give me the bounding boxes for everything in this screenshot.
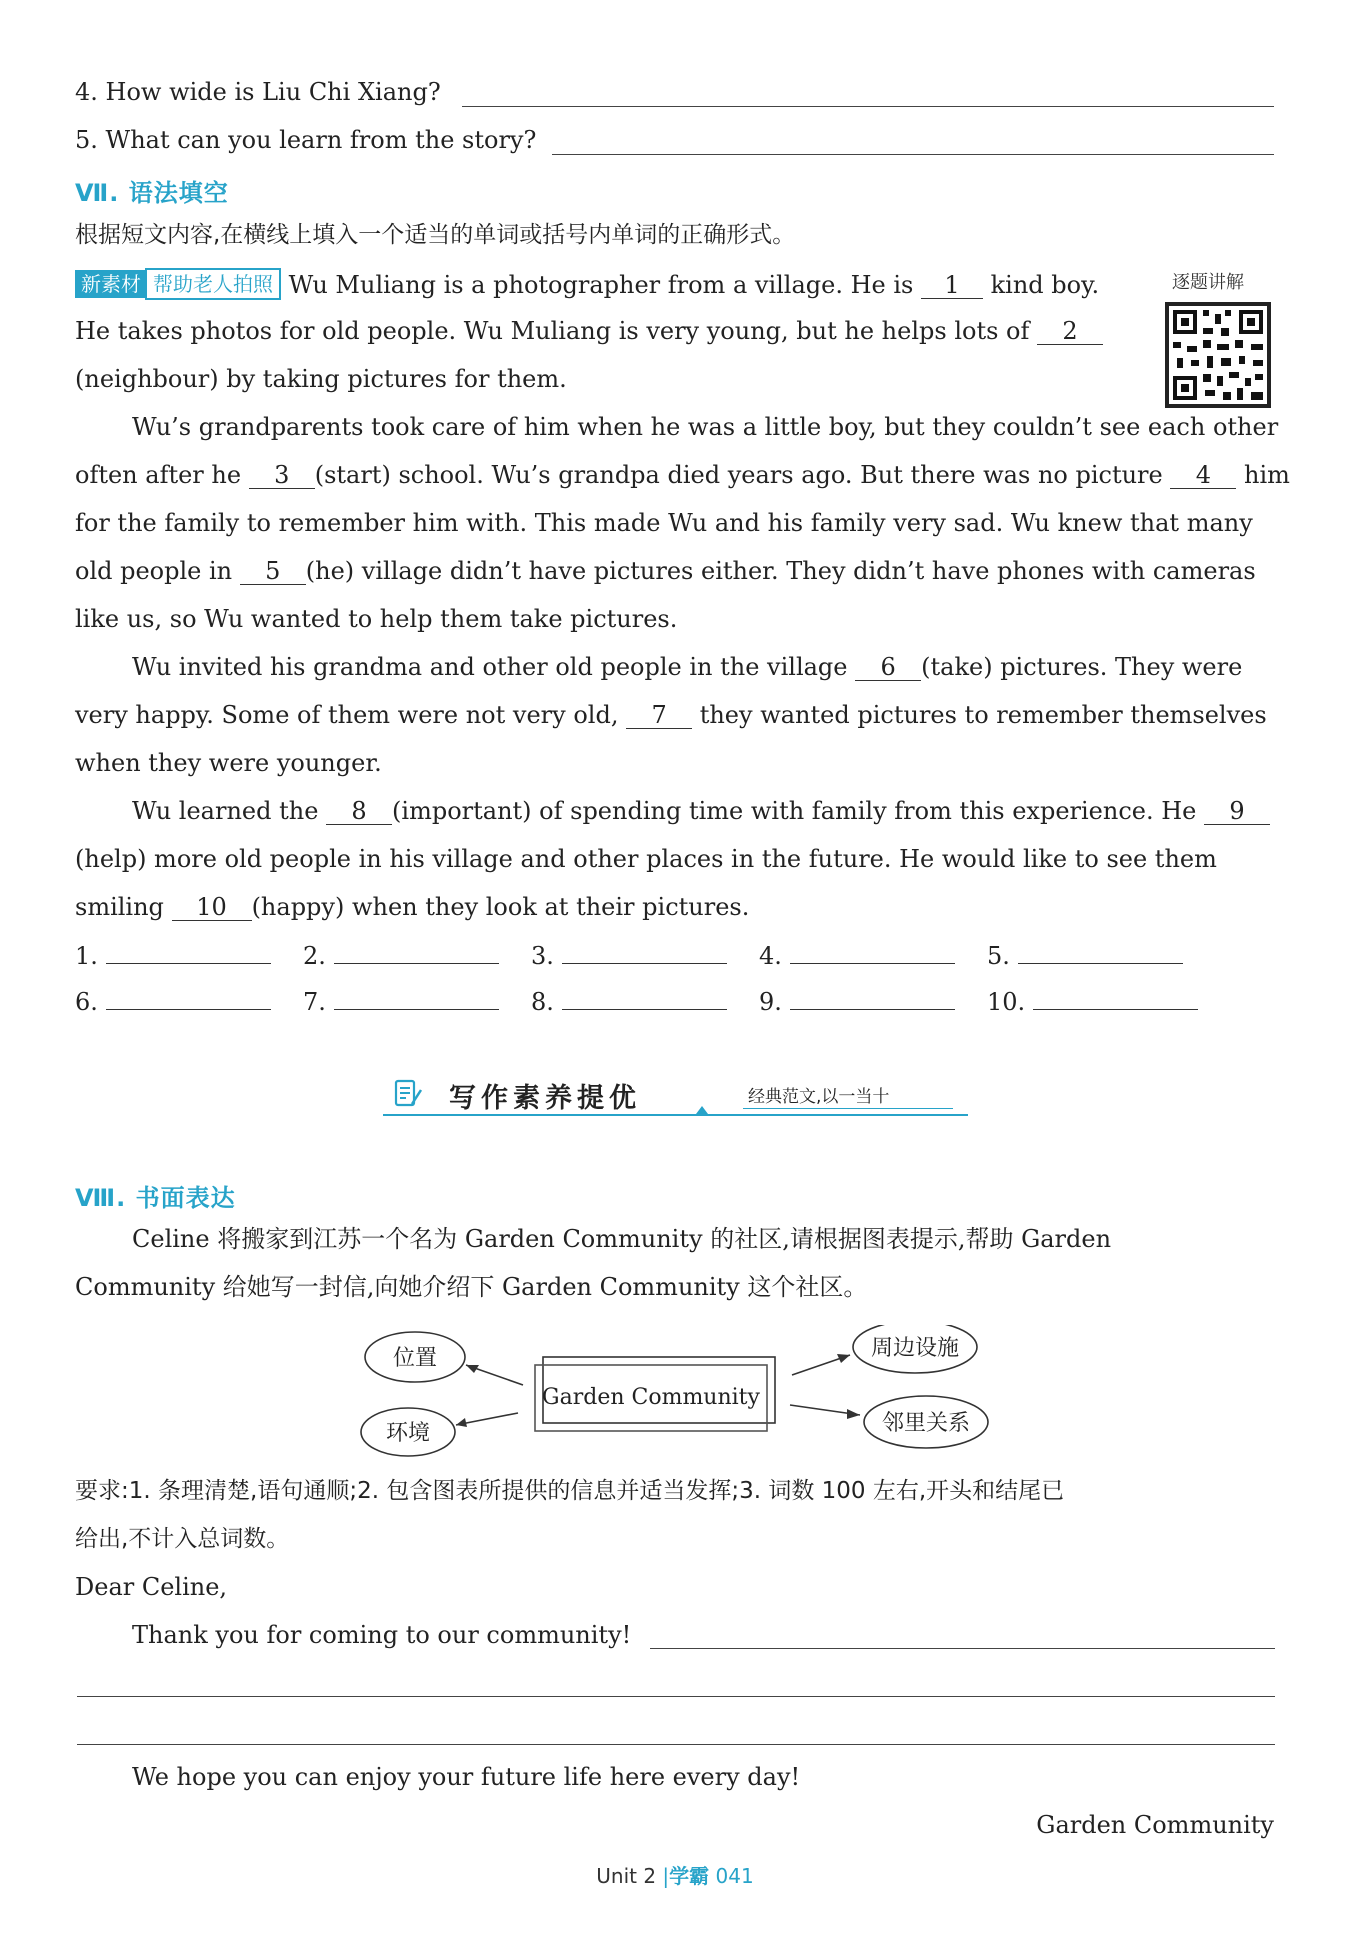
blank-2[interactable]: 2 — [1037, 318, 1103, 345]
passage-text: He takes photos for old people. Wu Muliang is very young, but he helps lots of — [75, 317, 1037, 345]
footer-brand: 学霸 — [669, 1864, 710, 1888]
passage-line-2 — [75, 316, 1103, 346]
answer-label: 6. — [75, 988, 98, 1016]
qr-code-icon[interactable] — [1163, 300, 1273, 410]
banner-title: 写作素养提优 — [449, 1083, 641, 1114]
answer-label: 2. — [303, 942, 326, 970]
section-7-instruction: 根据短文内容,在横线上填入一个适当的单词或括号内单词的正确形式。 — [75, 222, 796, 248]
passage-line-8 — [75, 604, 677, 634]
writing-banner — [383, 1070, 968, 1120]
banner-marker — [696, 1106, 708, 1114]
writing-line-3[interactable] — [77, 1744, 1275, 1745]
passage-text: kind boy. — [982, 271, 1100, 299]
passage-line-10 — [75, 700, 1267, 730]
footer-separator: | — [662, 1864, 670, 1888]
community-diagram — [355, 1325, 1005, 1465]
answer-blank-9[interactable] — [790, 1009, 955, 1010]
passage-line-14 — [75, 892, 749, 922]
passage-line-13 — [75, 844, 1217, 874]
answer-label: 1. — [75, 942, 98, 970]
requirements-line-1: 要求:1. 条理清楚,语句通顺;2. 包含图表所提供的信息并适当发挥;3. 词数 100 左右,开头和结尾已 — [75, 1478, 1065, 1504]
passage-text: Wu’s grandparents took care of him when he was a little boy, but they couldn’t see each other — [132, 413, 1279, 441]
answer-blank-1[interactable] — [106, 963, 271, 964]
notebook-pen-icon — [393, 1078, 423, 1110]
banner-subline — [743, 1108, 953, 1109]
answer-blank-5[interactable] — [1018, 963, 1183, 964]
blank-1[interactable]: 1 — [921, 272, 983, 299]
node-environment-label: 环境 — [385, 1421, 431, 1446]
passage-line-1 — [75, 268, 1099, 300]
writing-line-1[interactable] — [650, 1648, 1275, 1649]
passage-line-5 — [75, 460, 1290, 490]
passage-text: they wanted pictures to remember themselves — [692, 701, 1267, 729]
passage-text: Wu Muliang is a photographer from a village. He is — [288, 271, 921, 299]
node-neighbors-label: 邻里关系 — [881, 1411, 971, 1436]
passage-text: Wu invited his grandma and other old people in the village — [132, 653, 856, 681]
question-5 — [75, 125, 536, 155]
answer-label: 7. — [303, 988, 326, 1016]
passage-line-6 — [75, 508, 1253, 538]
answer-label: 4. — [759, 942, 782, 970]
blank-4[interactable]: 4 — [1170, 462, 1236, 489]
letter-salutation: Dear Celine, — [75, 1573, 228, 1601]
passage-text: him — [1236, 461, 1290, 489]
passage-text: smiling — [75, 893, 172, 921]
new-material-tag: 新素材 — [75, 270, 147, 298]
blank-10[interactable]: 10 — [172, 894, 252, 921]
section-7-heading: Ⅶ. 语法填空 — [75, 179, 229, 207]
passage-text: for the family to remember him with. This made Wu and his family very sad. Wu knew that many — [75, 509, 1253, 537]
passage-text: Wu learned the — [132, 797, 327, 825]
answer-blank-8[interactable] — [562, 1009, 727, 1010]
answer-label: 5. — [987, 942, 1010, 970]
answer-blank-10[interactable] — [1033, 1009, 1198, 1010]
node-location-label: 位置 — [392, 1346, 438, 1371]
blank-9[interactable]: 9 — [1204, 798, 1270, 825]
passage-text: (help) more old people in his village and other places in the future. He would like to see them — [75, 845, 1217, 873]
passage-text: when they were younger. — [75, 749, 382, 777]
question-4-text: 4. How wide is Liu Chi Xiang? — [75, 78, 441, 106]
banner-subtitle: 经典范文,以一当十 — [748, 1087, 890, 1107]
blank-6[interactable]: 6 — [855, 654, 921, 681]
passage-text: like us, so Wu wanted to help them take pictures. — [75, 605, 678, 633]
passage-text: very happy. Some of them were not very old, — [75, 701, 627, 729]
passage-line-7 — [75, 556, 1256, 586]
passage-line-12 — [132, 796, 1270, 826]
answer-blank-7[interactable] — [334, 1009, 499, 1010]
passage-text: (start) school. Wu’s grandpa died years ago. But there was no picture — [314, 461, 1171, 489]
writing-line-2[interactable] — [77, 1696, 1275, 1697]
passage-text: (neighbour) by taking pictures for them. — [75, 365, 567, 393]
letter-closing: We hope you can enjoy your future life here every day! — [132, 1763, 801, 1791]
footer-unit: Unit 2 — [596, 1864, 657, 1888]
answer-line-5[interactable] — [552, 154, 1274, 155]
answer-blank-6[interactable] — [106, 1009, 271, 1010]
banner-underline — [383, 1114, 968, 1116]
passage-line-11 — [75, 748, 382, 778]
letter-signature: Garden Community — [1036, 1811, 1274, 1839]
blank-3[interactable]: 3 — [249, 462, 315, 489]
blank-8[interactable]: 8 — [326, 798, 392, 825]
footer-page-number: 041 — [715, 1864, 754, 1888]
answer-line-4[interactable] — [462, 106, 1274, 107]
answer-blank-3[interactable] — [562, 963, 727, 964]
passage-text: (take) pictures. They were — [921, 653, 1243, 681]
topic-tag: 帮助老人拍照 — [145, 268, 281, 300]
blank-5[interactable]: 5 — [240, 558, 306, 585]
passage-line-3 — [75, 364, 567, 394]
answer-label: 10. — [987, 988, 1026, 1016]
answer-label: 8. — [531, 988, 554, 1016]
passage-text: (happy) when they look at their pictures. — [251, 893, 750, 921]
answer-label: 9. — [759, 988, 782, 1016]
passage-text: (important) of spending time with family from this experience. He — [392, 797, 1204, 825]
passage-line-9 — [132, 652, 1242, 682]
passage-line-4 — [132, 412, 1278, 442]
question-4 — [75, 77, 441, 107]
page-footer — [0, 1860, 1350, 1889]
blank-7[interactable]: 7 — [626, 702, 692, 729]
section-8-heading: Ⅷ. 书面表达 — [75, 1184, 236, 1212]
question-5-text: 5. What can you learn from the story? — [75, 126, 537, 154]
letter-opening: Thank you for coming to our community! — [132, 1621, 632, 1649]
passage-text: old people in — [75, 557, 240, 585]
passage-text: often after he — [75, 461, 249, 489]
writing-prompt-line-1: Celine 将搬家到江苏一个名为 Garden Community 的社区,请根据图表提示,帮助 Garden — [132, 1225, 1112, 1253]
requirements-line-2: 给出,不计入总词数。 — [75, 1526, 290, 1552]
node-facilities-label: 周边设施 — [870, 1336, 960, 1361]
writing-prompt-line-2: Community 给她写一封信,向她介绍下 Garden Community 这个社区。 — [75, 1273, 868, 1301]
diagram-center-label: Garden Community — [542, 1385, 760, 1410]
answer-label: 3. — [531, 942, 554, 970]
answer-blank-2[interactable] — [334, 963, 499, 964]
qr-label: 逐题讲解 — [1172, 272, 1244, 293]
answer-blank-4[interactable] — [790, 963, 955, 964]
passage-text: (he) village didn’t have pictures either. They didn’t have phones with cameras — [305, 557, 1256, 585]
